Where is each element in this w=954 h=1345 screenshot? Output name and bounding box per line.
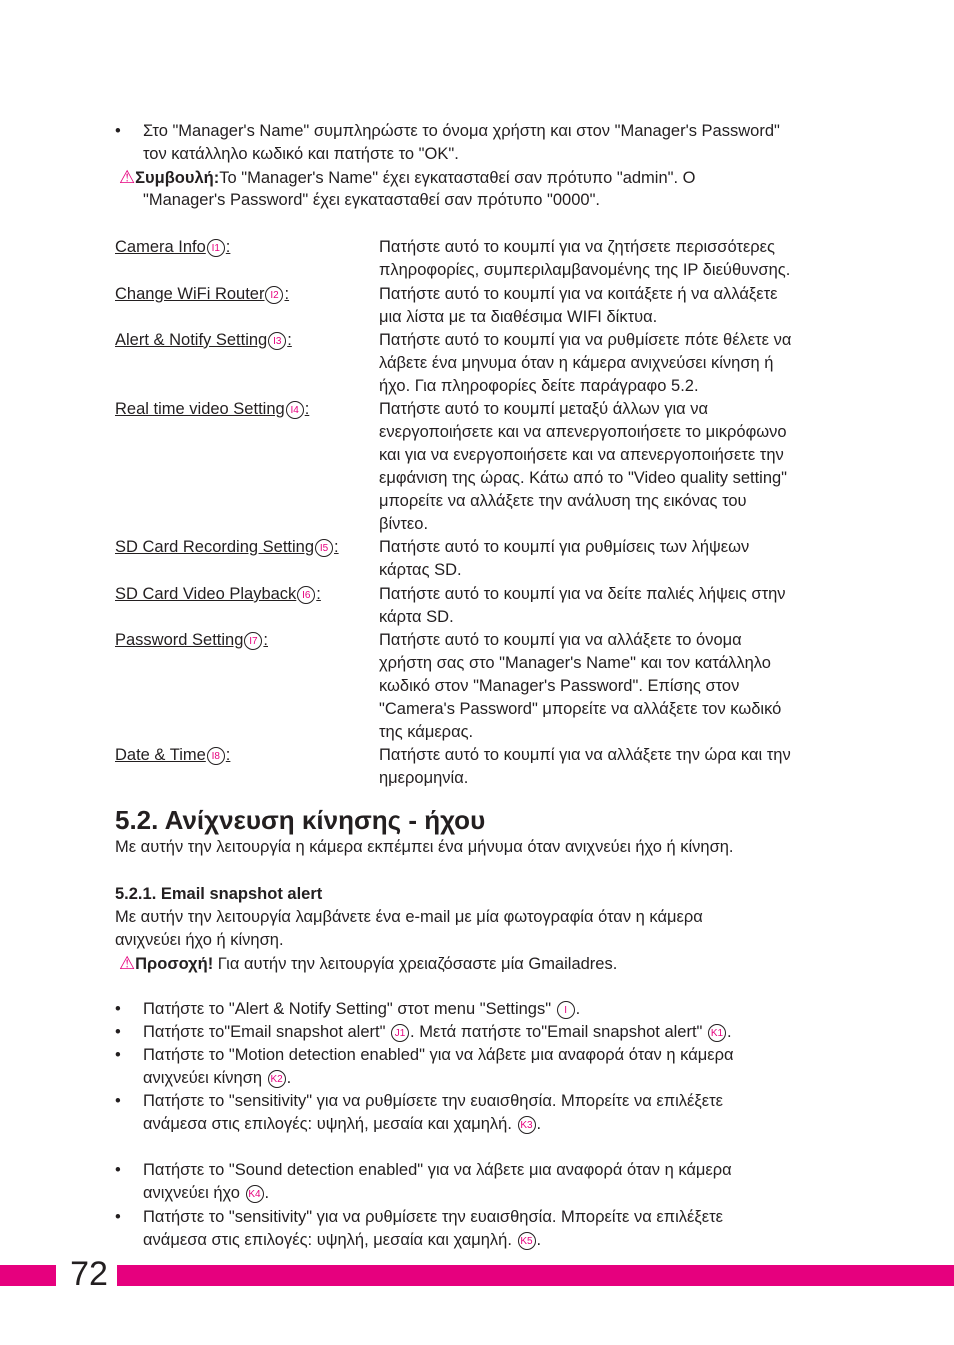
- callout-badge-icon: K2: [268, 1070, 286, 1088]
- callout-badge-icon: I7: [244, 632, 262, 650]
- bullet-item: [143, 1044, 734, 1090]
- description-line: λάβετε ένα μηνυμα όταν η κάμερα ανιχνεύσει κίνηση ή: [379, 354, 774, 372]
- setting-link[interactable]: SD Card Recording Setting: [115, 538, 315, 556]
- text-segment: ανάμεσα στις επιλογές: υψηλή, μεσαία και χαμηλή.: [143, 1115, 517, 1133]
- setting-term[interactable]: [115, 629, 268, 652]
- warning-icon: ⚠: [119, 953, 136, 973]
- bullet-item: [143, 998, 580, 1021]
- description-line: Πατήστε αυτό το κουμπί για να ρυθμίσετε πότε θέλετε να: [379, 331, 792, 349]
- text-segment: Πατήστε το "Sound detection enabled" για να λάβετε μια αναφορά όταν η κάμερα: [143, 1161, 732, 1179]
- description-line: μπορείτε να αλλάξετε την ανάλυση της εικόνας του: [379, 492, 747, 510]
- description-line: Πατήστε αυτό το κουμπί για να αλλάξετε το όνομα: [379, 631, 742, 649]
- section-heading: 5.2. Ανίχνευση κίνησης - ήχου: [115, 805, 486, 835]
- description-line: Πατήστε αυτό το κουμπί για να ζητήσετε περισσότερες: [379, 238, 775, 256]
- description-line: της κάμερας.: [379, 723, 474, 741]
- setting-description: [379, 744, 791, 790]
- text-segment: Πατήστε το "sensitivity" για να ρυθμίσετε την ευαισθησία. Μπορείτε να επιλέξετε: [143, 1092, 723, 1110]
- description-line: μια λίστα με τα διαθέσιμα WIFI δίκτυα.: [379, 308, 658, 326]
- description-line: εμφάνιση της ώρας. Κάτω από το "Video quality setting": [379, 469, 788, 487]
- setting-term[interactable]: [115, 583, 321, 606]
- description-line: Πατήστε αυτό το κουμπί για να αλλάξετε την ώρα και την: [379, 746, 791, 764]
- text-segment: Πατήστε το"Email snapshot alert": [143, 1023, 391, 1041]
- colon: :: [225, 746, 231, 764]
- callout-badge-icon: I1: [207, 239, 225, 257]
- text-segment: .: [286, 1069, 292, 1087]
- text-line: [119, 166, 696, 189]
- setting-term[interactable]: [115, 329, 292, 352]
- colon: :: [225, 238, 231, 256]
- description-line: Πατήστε αυτό το κουμπί για να δείτε παλιές λήψεις στην: [379, 585, 786, 603]
- colon: :: [304, 400, 310, 418]
- setting-description: [379, 583, 786, 629]
- setting-link[interactable]: SD Card Video Playback: [115, 585, 297, 603]
- text-line: [143, 1206, 723, 1229]
- setting-term[interactable]: [115, 536, 339, 559]
- callout-badge-icon: K1: [708, 1024, 726, 1042]
- paragraph-line: ανιχνεύει ήχο ή κίνηση.: [115, 931, 284, 949]
- tip-note: [119, 166, 696, 212]
- setting-description: [379, 536, 749, 582]
- text-segment: . Μετά πατήστε το"Email snapshot alert": [410, 1023, 707, 1041]
- footer-bar-left: [0, 1265, 56, 1286]
- bullet-item: [143, 120, 780, 166]
- description-line: ημερομηνία.: [379, 769, 469, 787]
- description-line: χρήστη σας στο "Manager's Name" και τον κατάλληλο: [379, 654, 771, 672]
- callout-badge-icon: K4: [246, 1185, 264, 1203]
- colon: :: [334, 538, 339, 556]
- setting-link[interactable]: Camera Info: [115, 238, 206, 256]
- description-line: Πατήστε αυτό το κουμπί για να κοιτάξετε ή να αλλάξετε: [379, 285, 778, 303]
- description-line: κωδικό στον "Manager's Password". Επίσης στον: [379, 677, 740, 695]
- setting-link[interactable]: Alert & Notify Setting: [115, 331, 268, 349]
- text-segment: Το "Manager's Name" έχει εγκατασταθεί σαν πρότυπο "admin". O: [219, 169, 696, 187]
- bullet-item: [143, 1021, 732, 1044]
- bullet-item: [143, 1159, 732, 1205]
- paragraph-line: Με αυτήν την λειτουργία λαμβάνετε ένα e-mail με μία φωτογραφία όταν η κάμερα: [115, 908, 703, 926]
- callout-badge-icon: I5: [315, 539, 333, 557]
- bullet-symbol: •: [115, 1000, 121, 1018]
- text-segment: Πατήστε το "Alert & Notify Setting" στοτ menu "Settings": [143, 1000, 556, 1018]
- text-segment: τον κατάλληλο κωδικό και πατήστε το "OK".: [143, 145, 459, 163]
- text-line: [143, 143, 780, 166]
- setting-link[interactable]: Real time video Setting: [115, 400, 285, 418]
- colon: :: [316, 585, 321, 603]
- setting-term[interactable]: [115, 398, 309, 421]
- subsection-heading: 5.2.1. Email snapshot alert: [115, 885, 323, 903]
- text-segment: ανιχνεύει κίνηση: [143, 1069, 267, 1087]
- colon: :: [263, 631, 268, 649]
- text-line: [119, 189, 696, 212]
- setting-term[interactable]: [115, 236, 230, 259]
- description-line: πληροφορίες, συμπεριλαμβανομένης της IP διεύθυνσης.: [379, 261, 791, 279]
- bullet-symbol: •: [115, 122, 121, 140]
- bullet-symbol: •: [115, 1046, 121, 1064]
- setting-term[interactable]: [115, 744, 230, 767]
- callout-badge-icon: K3: [518, 1116, 536, 1134]
- setting-description: [379, 329, 791, 398]
- text-line: [143, 1229, 723, 1252]
- text-segment: "Manager's Password" έχει εγκατασταθεί σαν πρότυπο "0000".: [143, 191, 601, 209]
- colon: :: [284, 285, 290, 303]
- text-segment: Στο "Manager's Name" συμπληρώστε το όνομα χρήστη και στον "Manager's Password": [143, 122, 780, 140]
- text-segment: Πατήστε το "Motion detection enabled" για να λάβετε μια αναφορά όταν η κάμερα: [143, 1046, 734, 1064]
- text-line: [143, 1090, 723, 1113]
- note-text: Για αυτήν την λειτουργία χρειαζόσαστε μία Gmailadres.: [213, 955, 618, 973]
- section-intro: Με αυτήν την λειτουργία η κάμερα εκπέμπει ένα μήνυμα όταν ανιχνεύει ήχο ή κίνηση.: [115, 838, 734, 856]
- setting-link[interactable]: Date & Time: [115, 746, 206, 764]
- bullet-symbol: •: [115, 1161, 121, 1179]
- text-segment: .: [727, 1023, 732, 1041]
- description-line: ενεργοποιήσετε και να απενεργοποιήσετε το μικρόφωνο: [379, 423, 787, 441]
- callout-badge-icon: I: [557, 1001, 575, 1019]
- bullet-item: [143, 1090, 723, 1136]
- setting-term[interactable]: [115, 283, 289, 306]
- text-segment: .: [536, 1115, 542, 1133]
- text-segment: ανιχνεύει ήχο: [143, 1184, 245, 1202]
- text-segment: .: [264, 1184, 270, 1202]
- description-line: "Camera's Password" μπορείτε να αλλάξετε τον κωδικό: [379, 700, 782, 718]
- callout-badge-icon: I8: [207, 747, 225, 765]
- tip-label: Συμβουλή:: [135, 169, 220, 187]
- bullet-symbol: •: [115, 1092, 121, 1110]
- setting-link[interactable]: Change WiFi Router: [115, 285, 265, 303]
- setting-description: [379, 283, 777, 329]
- description-line: κάρτα SD.: [379, 608, 454, 626]
- text-segment: ανάμεσα στις επιλογές: υψηλή, μεσαία και χαμηλή.: [143, 1231, 517, 1249]
- description-line: Πατήστε αυτό το κουμπί για ρυθμίσεις των λήψεων: [379, 538, 750, 556]
- description-line: και για να ενεργοποιήσετε και να απενεργοποιήσετε την: [379, 446, 784, 464]
- colon: :: [287, 331, 292, 349]
- warning-icon: ⚠: [119, 167, 136, 187]
- description-line: Πατήστε αυτό το κουμπί μεταξύ άλλων για να: [379, 400, 709, 418]
- footer-bar-right: [117, 1265, 954, 1286]
- setting-description: [379, 629, 781, 744]
- text-line: [143, 998, 580, 1021]
- text-segment: Πατήστε το "sensitivity" για να ρυθμίσετε την ευαισθησία. Μπορείτε να επιλέξετε: [143, 1208, 723, 1226]
- text-segment: .: [536, 1231, 542, 1249]
- callout-badge-icon: K5: [518, 1232, 536, 1250]
- description-line: ήχο. Για πληροφορίες δείτε παράγραφο 5.2.: [379, 377, 699, 395]
- text-line: [143, 1182, 732, 1205]
- description-line: κάρτας SD.: [379, 561, 462, 579]
- text-line: [143, 120, 780, 143]
- text-line: [143, 1159, 732, 1182]
- note-label: Προσοχή!: [135, 955, 214, 973]
- subsection-paragraph: [115, 906, 703, 952]
- description-line: βίντεο.: [379, 515, 429, 533]
- callout-badge-icon: I2: [265, 286, 283, 304]
- page-number: 72: [62, 1254, 116, 1294]
- setting-link[interactable]: Password Setting: [115, 631, 244, 649]
- setting-description: [379, 398, 787, 536]
- bullet-item: [143, 1206, 723, 1252]
- text-line: [143, 1113, 723, 1136]
- attention-note: [119, 952, 617, 976]
- text-line: [143, 1021, 732, 1044]
- text-line: [143, 1067, 734, 1090]
- callout-badge-icon: I6: [297, 586, 315, 604]
- setting-description: [379, 236, 790, 282]
- callout-badge-icon: I3: [268, 332, 286, 350]
- callout-badge-icon: I4: [286, 401, 304, 419]
- bullet-symbol: •: [115, 1023, 121, 1041]
- bullet-symbol: •: [115, 1208, 121, 1226]
- text-segment: .: [575, 1000, 581, 1018]
- callout-badge-icon: J1: [391, 1024, 409, 1042]
- text-line: [143, 1044, 734, 1067]
